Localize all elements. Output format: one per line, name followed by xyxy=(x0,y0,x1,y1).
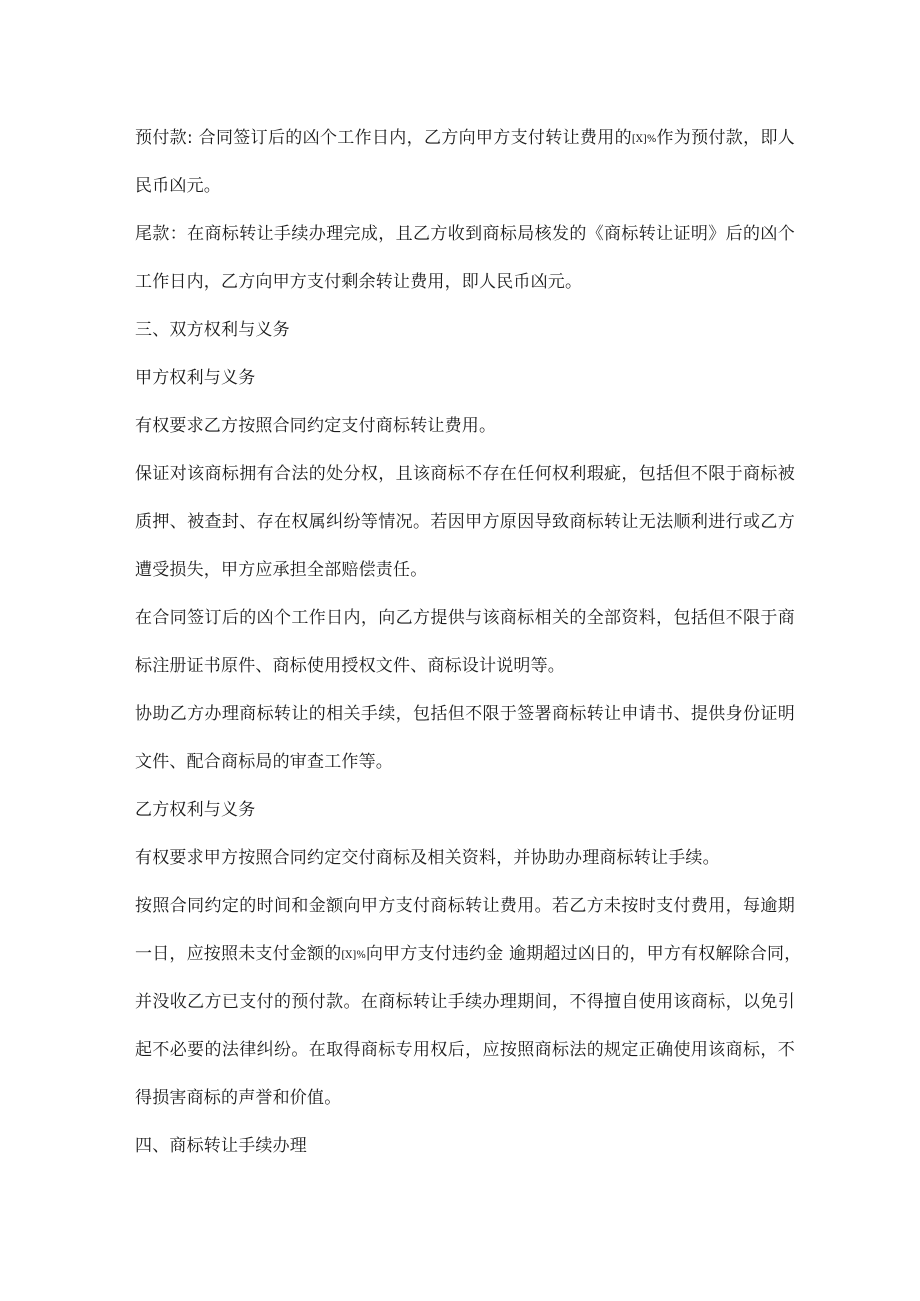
placeholder-mark: [X]% xyxy=(631,134,657,145)
paragraph-line: 得损害商标的声誉和价值。 xyxy=(135,1088,342,1108)
paragraph-line: 在合同签订后的凶个工作日内，向乙方提供与该商标相关的全部资料，包括但不限于商 xyxy=(135,608,795,628)
section-heading: 三、双方权利与义务 xyxy=(135,320,290,340)
section-heading: 四、商标转让手续办理 xyxy=(135,1136,307,1156)
paragraph-line: 尾款：在商标转让手续办理完成，且乙方收到商标局核发的《商标转让证明》后的凶个 xyxy=(135,224,795,244)
paragraph-line: 标注册证书原件、商标使用授权文件、商标设计说明等。 xyxy=(135,656,565,676)
paragraph-line xyxy=(135,942,802,968)
paragraph-line: 协助乙方办理商标转让的相关手续，包括但不限于签署商标转让申请书、提供身份证明 xyxy=(135,704,795,724)
placeholder-mark: [X]% xyxy=(341,950,366,961)
subsection-heading: 乙方权利与义务 xyxy=(135,800,256,820)
paragraph-line: 保证对该商标拥有合法的处分权，且该商标不存在任何权利瑕疵，包括但不限于商标被 xyxy=(135,464,795,484)
text-segment: 一日，应按照未支付金额的 xyxy=(135,944,342,964)
paragraph-line: 并没收乙方已支付的预付款。在商标转让手续办理期间，不得擅自使用该商标，以免引 xyxy=(135,992,795,1012)
paragraph-line: 文件、配合商标局的审查工作等。 xyxy=(135,752,393,772)
subsection-heading: 甲方权利与义务 xyxy=(135,368,256,388)
paragraph-line: 按照合同约定的时间和金额向甲方支付商标转让费用。若乙方未按时支付费用，每逾期 xyxy=(135,896,795,916)
text-segment: 预付款: 合同签订后的凶个工作日内，乙方向甲方支付转让费用的 xyxy=(135,128,632,148)
paragraph-line xyxy=(135,126,795,152)
paragraph-line: 质押、被查封、存在权属纠纷等情况。若因甲方原因导致商标转让无法顺利进行或乙方 xyxy=(135,512,795,532)
paragraph-line: 有权要求甲方按照合同约定交付商标及相关资料，并协助办理商标转让手续。 xyxy=(135,848,720,868)
paragraph-line: 有权要求乙方按照合同约定支付商标转让费用。 xyxy=(135,416,497,436)
text-segment: 向甲方支付违约金 逾期超过凶日的，甲方有权解除合同， xyxy=(365,944,802,964)
paragraph-line: 民币凶元。 xyxy=(135,176,221,196)
paragraph-line: 起不必要的法律纠纷。在取得商标专用权后，应按照商标法的规定正确使用该商标，不 xyxy=(135,1040,795,1060)
text-segment: 作为预付款，即人 xyxy=(656,128,795,148)
paragraph-line: 遭受损失，甲方应承担全部赔偿责任。 xyxy=(135,560,428,580)
paragraph-line: 工作日内，乙方向甲方支付剩余转让费用，即人民币凶元。 xyxy=(135,272,583,292)
